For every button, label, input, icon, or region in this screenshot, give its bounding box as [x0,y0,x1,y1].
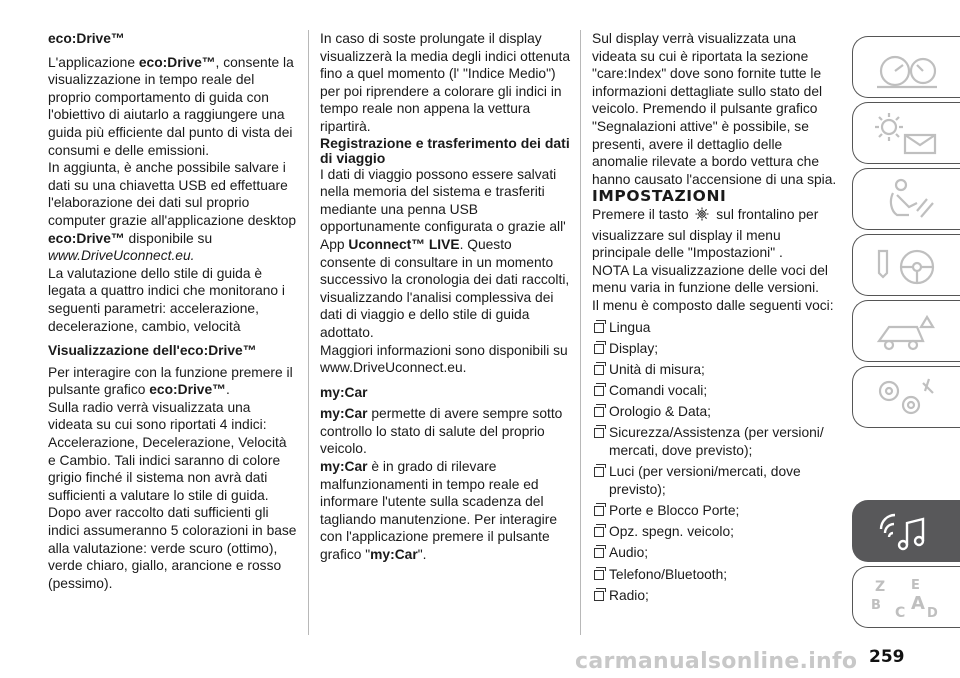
checkbox-bullet-icon [594,527,604,537]
service-tools-icon [867,375,947,421]
menu-item-label: Radio; [609,587,649,603]
column-divider [308,30,309,635]
link-text[interactable]: www.DriveUconnect.eu. [48,248,195,264]
checkbox-bullet-icon [594,365,604,375]
menu-item-label: Opz. spegn. veicolo; [609,524,735,540]
checkbox-bullet-icon [594,506,604,516]
settings-menu-item [592,403,842,421]
checkbox-bullet-icon [594,407,604,417]
tab-warning-lights[interactable] [852,102,960,164]
bold-text: my:Car [370,547,418,563]
bold-text: eco:Drive™ [138,54,216,70]
paragraph [320,405,570,458]
warning-light-icon [867,111,947,157]
text: L'applicazione [48,54,139,70]
menu-item-label: Luci (per versioni/mercati, dove previsto); [609,464,801,497]
tab-index[interactable] [852,566,960,628]
checkbox-bullet-icon [594,323,604,333]
checkbox-bullet-icon [594,467,604,477]
text: . [225,382,230,398]
tab-starting-driving[interactable] [852,234,960,296]
paragraph [320,458,570,564]
tab-maintenance[interactable] [852,366,960,428]
svg-text:B: B [871,598,881,613]
settings-menu-item [592,319,842,337]
text: permette di avere sempre sotto controllo lo stato di salute del proprio veicolo. [320,406,563,457]
bold-text: eco:Drive™ [48,230,125,246]
tab-multimedia[interactable] [852,500,960,562]
text: In aggiunta, è anche possibile salvare i dati su una chiavetta USB ed effettuare l'elaborazione dei dati sul proprio computer grazie all'applicazione desktop [48,160,297,228]
settings-menu-item [592,523,842,541]
settings-menu-item [592,544,842,562]
svg-text:E: E [911,578,920,593]
bold-text: eco:Drive™ [149,382,226,398]
settings-gear-icon [694,206,710,227]
airbag-seat-icon [867,177,947,223]
settings-menu-list [592,319,842,605]
text: , consente la visualizzazione in tempo reale del proprio comportamento di guida con l'obiettivo di aiutarlo a raggiungere una guida più efficiente dal punto di vista dei consumi e delle emissioni. [48,54,294,158]
settings-menu-item [592,340,842,358]
text: Premere il tasto [592,206,693,222]
text: I dati di viaggio possono essere salvati nella memoria del sistema e trasferiti mediante una penna USB opportunamente configurata o grazie all' App [320,166,566,252]
text: disponibile su [124,230,213,246]
menu-item-label: Audio; [609,545,649,561]
settings-menu-item [592,361,842,379]
subsection-heading-visualizzazione: Visualizzazione dell'eco:Drive™ [48,343,257,359]
bold-text: my:Car [320,406,368,422]
menu-item-label: Telefono/Bluetooth; [609,566,728,582]
bold-text: Uconnect™ LIVE [348,236,460,252]
alphabetical-index-icon [867,575,947,621]
multimedia-radio-icon [867,509,947,555]
svg-text:C: C [895,605,906,621]
settings-menu-item [592,587,842,605]
settings-menu-item [592,502,842,520]
text: ". [417,547,427,563]
paragraph: La valutazione dello stile di guida è legata a quattro indici che monitorano i seguenti parametri: accelerazione, decelerazione, cambio, velocità [48,265,285,334]
text: è in grado di rilevare malfunzionamenti in tempo reale ed informare l'utente sulla scadenza del tagliando manutenzione. Per interagire con l'applicazione premere il pulsante grafico " [320,459,557,563]
paragraph [320,166,570,342]
column-2 [320,30,570,564]
paragraph [48,54,298,160]
bold-text: my:Car [320,459,368,475]
section-heading-ecodrive: eco:Drive™ [48,31,125,46]
checkbox-bullet-icon [594,591,604,601]
checkbox-bullet-icon [594,548,604,558]
settings-menu-item [592,424,842,459]
checkbox-bullet-icon [594,386,604,396]
paragraph: In caso di soste prolungate il display visualizzerà la media degli indici ottenuta fino a quel momento (l' "Indice Medio") per poi riprendere a colorare gli indici in tempo reale non appena la vettura ripartirà. [320,31,571,134]
steering-wheel-key-icon [867,243,947,289]
tab-safety[interactable] [852,168,960,230]
paragraph: NOTA La visualizzazione delle voci del menu varia in funzione delle versioni. [592,262,828,296]
subsection-heading-registrazione: Registrazione e trasferimento dei dati di viaggio [320,134,570,166]
text: . Questo consente di consultare in un momento successivo la cronologia dei dati raccolti, visualizzando l'analisi complessiva dei dati di viaggio e dello stile di guida adottato. [320,236,570,340]
menu-item-label: Sicurezza/Assistenza (per versioni/ mercati, dove previsto); [609,425,824,459]
settings-menu-item [592,463,842,498]
checkbox-bullet-icon [594,428,604,438]
paragraph [48,159,298,265]
column-1 [48,30,298,592]
paragraph: Sul display verrà visualizzata una videata su cui è riportata la sezione "care:Index" dove sono fornite tutte le informazioni dettagliate sullo stato del veicolo. Premendo il pulsante grafico "Segnalazioni attive" è possibile, se presenti, avere il dettaglio delle anomalie rilevate a bordo vettura che hanno causato l'accensione di una spia. [592,31,837,187]
column-divider [580,30,581,635]
tab-car-dashboard[interactable] [852,36,960,98]
watermark: carmanualsonline.info [575,649,858,674]
section-heading-impostazioni: IMPOSTAZIONI [592,187,727,206]
menu-item-label: Lingua [609,319,651,335]
svg-text:A: A [911,593,925,614]
paragraph: Sulla radio verrà visualizzata una videata su cui sono riportati 4 indici: Accelerazione, Decelerazione, Velocità e Cambio. Tali indici saranno di colore grigio finché il sistema non avrà dati sufficienti a valutare lo stile di guida. Dopo aver raccolto dati sufficienti gli indici assumeranno 5 colorazioni in base alla valutazione: verde scuro (ottimo), verde chiaro, giallo, arancione e rosso (pessimo). [48,399,297,591]
menu-item-label: Display; [609,340,659,356]
checkbox-bullet-icon [594,570,604,580]
subsection-heading-mycar: my:Car [320,384,368,400]
checkbox-bullet-icon [594,344,604,354]
column-3 [592,30,842,608]
text: Per interagire con la funzione premere il pulsante grafico [48,364,293,398]
car-breakdown-icon [867,309,947,355]
car-dashboard-icon [867,45,947,91]
svg-text:D: D [927,606,938,621]
settings-menu-item [592,566,842,584]
paragraph [48,364,298,399]
menu-item-label: Orologio & Data; [609,404,711,420]
text: sul frontalino per visualizzare sul display il menu principale delle "Impostazioni" . [592,206,819,261]
paragraph [592,206,842,262]
tab-emergency[interactable] [852,300,960,362]
svg-text:Z: Z [875,579,886,595]
paragraph: Maggiori informazioni sono disponibili su www.DriveUconnect.eu. [320,342,568,376]
paragraph: Il menu è composto dalle seguenti voci: [592,297,834,313]
menu-item-label: Porte e Blocco Porte; [609,503,740,518]
menu-item-label: Unità di misura; [609,361,705,377]
settings-menu-item [592,382,842,400]
menu-item-label: Comandi vocali; [609,383,708,399]
page-number: 259 [869,647,905,667]
